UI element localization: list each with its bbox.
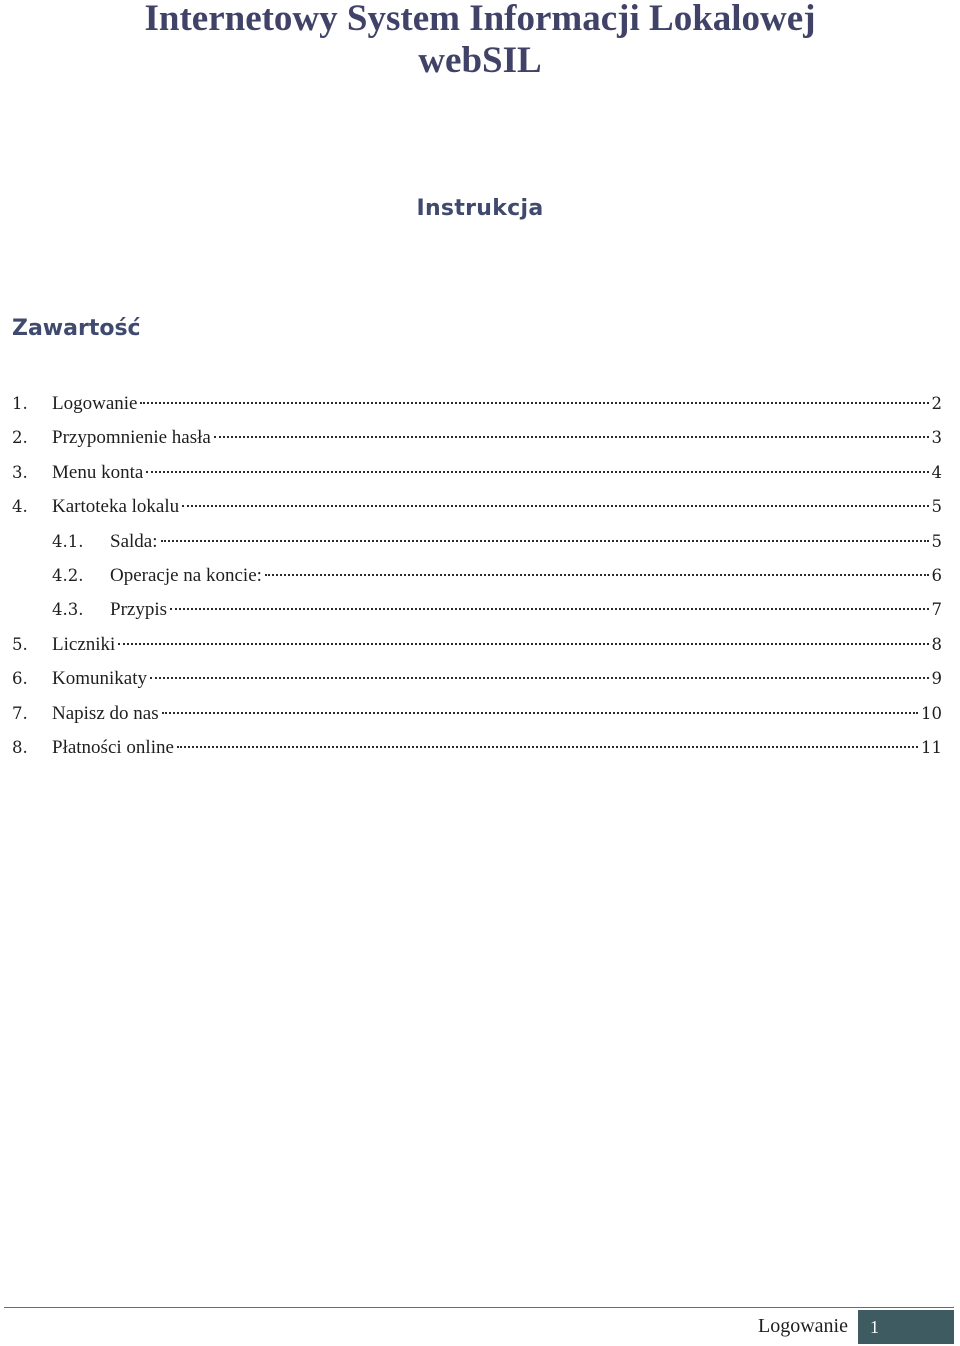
toc-entry-page: 7 xyxy=(931,600,942,620)
document-title-line-2: webSIL xyxy=(418,40,542,81)
toc-entry-page: 3 xyxy=(931,428,942,448)
toc-entry-przypomnienie-hasla[interactable] xyxy=(12,427,942,461)
toc-entry-title: Liczniki xyxy=(52,633,116,655)
toc-entry-title: Menu konta xyxy=(52,461,144,483)
toc-entry-title: Płatności online xyxy=(52,736,174,758)
toc-dot-leader xyxy=(182,505,928,507)
toc-heading: Zawartość xyxy=(12,316,141,341)
footer-section-label: Logowanie xyxy=(758,1315,848,1337)
toc-entry-number: 7. xyxy=(12,703,28,723)
toc-entry-number: 8. xyxy=(12,737,28,757)
toc-entry-number: 4.3. xyxy=(52,600,84,620)
toc-entry-title: Przypomnienie hasła xyxy=(52,427,211,449)
toc-entry-title: Przypis xyxy=(110,599,167,621)
toc-dot-leader xyxy=(265,574,929,576)
toc-dot-leader xyxy=(170,608,929,610)
document-title xyxy=(0,0,960,82)
toc-entry-page: 4 xyxy=(931,462,942,482)
toc-entry-number: 6. xyxy=(12,669,28,689)
table-of-contents xyxy=(12,393,942,771)
toc-entry-number: 4.1. xyxy=(52,531,84,551)
toc-entry-title: Logowanie xyxy=(52,393,138,414)
toc-entry-title: Komunikaty xyxy=(52,668,147,690)
toc-dot-leader xyxy=(118,643,928,645)
toc-entry-number: 4.2. xyxy=(52,565,84,585)
toc-entry-page: 6 xyxy=(931,565,942,585)
toc-entry-komunikaty[interactable] xyxy=(12,668,942,702)
toc-entry-title: Kartoteka lokalu xyxy=(52,496,180,518)
toc-entry-kartoteka-lokalu[interactable] xyxy=(12,496,942,530)
toc-entry-logowanie[interactable] xyxy=(12,393,942,427)
toc-entry-number: 2. xyxy=(12,428,28,448)
toc-entry-salda[interactable] xyxy=(12,531,942,565)
document-title-line-1: Internetowy System Informacji Lokalowej xyxy=(144,0,816,39)
toc-entry-number: 5. xyxy=(12,634,28,654)
toc-entry-page: 11 xyxy=(921,737,942,757)
footer-divider xyxy=(4,1307,954,1308)
toc-entry-page: 10 xyxy=(921,703,942,723)
toc-dot-leader xyxy=(150,677,929,679)
document-subtitle: Instrukcja xyxy=(416,196,544,221)
toc-entry-platnosci-online[interactable] xyxy=(12,737,942,771)
toc-dot-leader xyxy=(146,471,928,473)
toc-entry-operacje-na-koncie[interactable] xyxy=(12,565,942,599)
toc-entry-page: 2 xyxy=(931,394,942,413)
toc-dot-leader xyxy=(214,436,929,438)
toc-entry-page: 8 xyxy=(931,634,942,654)
toc-dot-leader xyxy=(161,540,929,542)
toc-entry-page: 5 xyxy=(931,497,942,517)
toc-entry-number: 3. xyxy=(12,462,28,482)
toc-dot-leader xyxy=(140,402,928,404)
toc-entry-przypis[interactable] xyxy=(12,599,942,633)
toc-entry-title: Operacje na koncie: xyxy=(110,564,262,586)
toc-entry-number: 1. xyxy=(12,394,28,413)
toc-entry-liczniki[interactable] xyxy=(12,634,942,668)
toc-dot-leader xyxy=(162,712,918,714)
footer-page-number: 1 xyxy=(858,1310,954,1344)
toc-entry-title: Salda: xyxy=(110,530,158,552)
toc-entry-title: Napisz do nas xyxy=(52,702,159,724)
toc-entry-page: 5 xyxy=(931,531,942,551)
toc-entry-number: 4. xyxy=(12,497,28,517)
toc-entry-page: 9 xyxy=(931,669,942,689)
toc-entry-napisz-do-nas[interactable] xyxy=(12,703,942,737)
toc-entry-menu-konta[interactable] xyxy=(12,462,942,496)
toc-dot-leader xyxy=(177,746,918,748)
